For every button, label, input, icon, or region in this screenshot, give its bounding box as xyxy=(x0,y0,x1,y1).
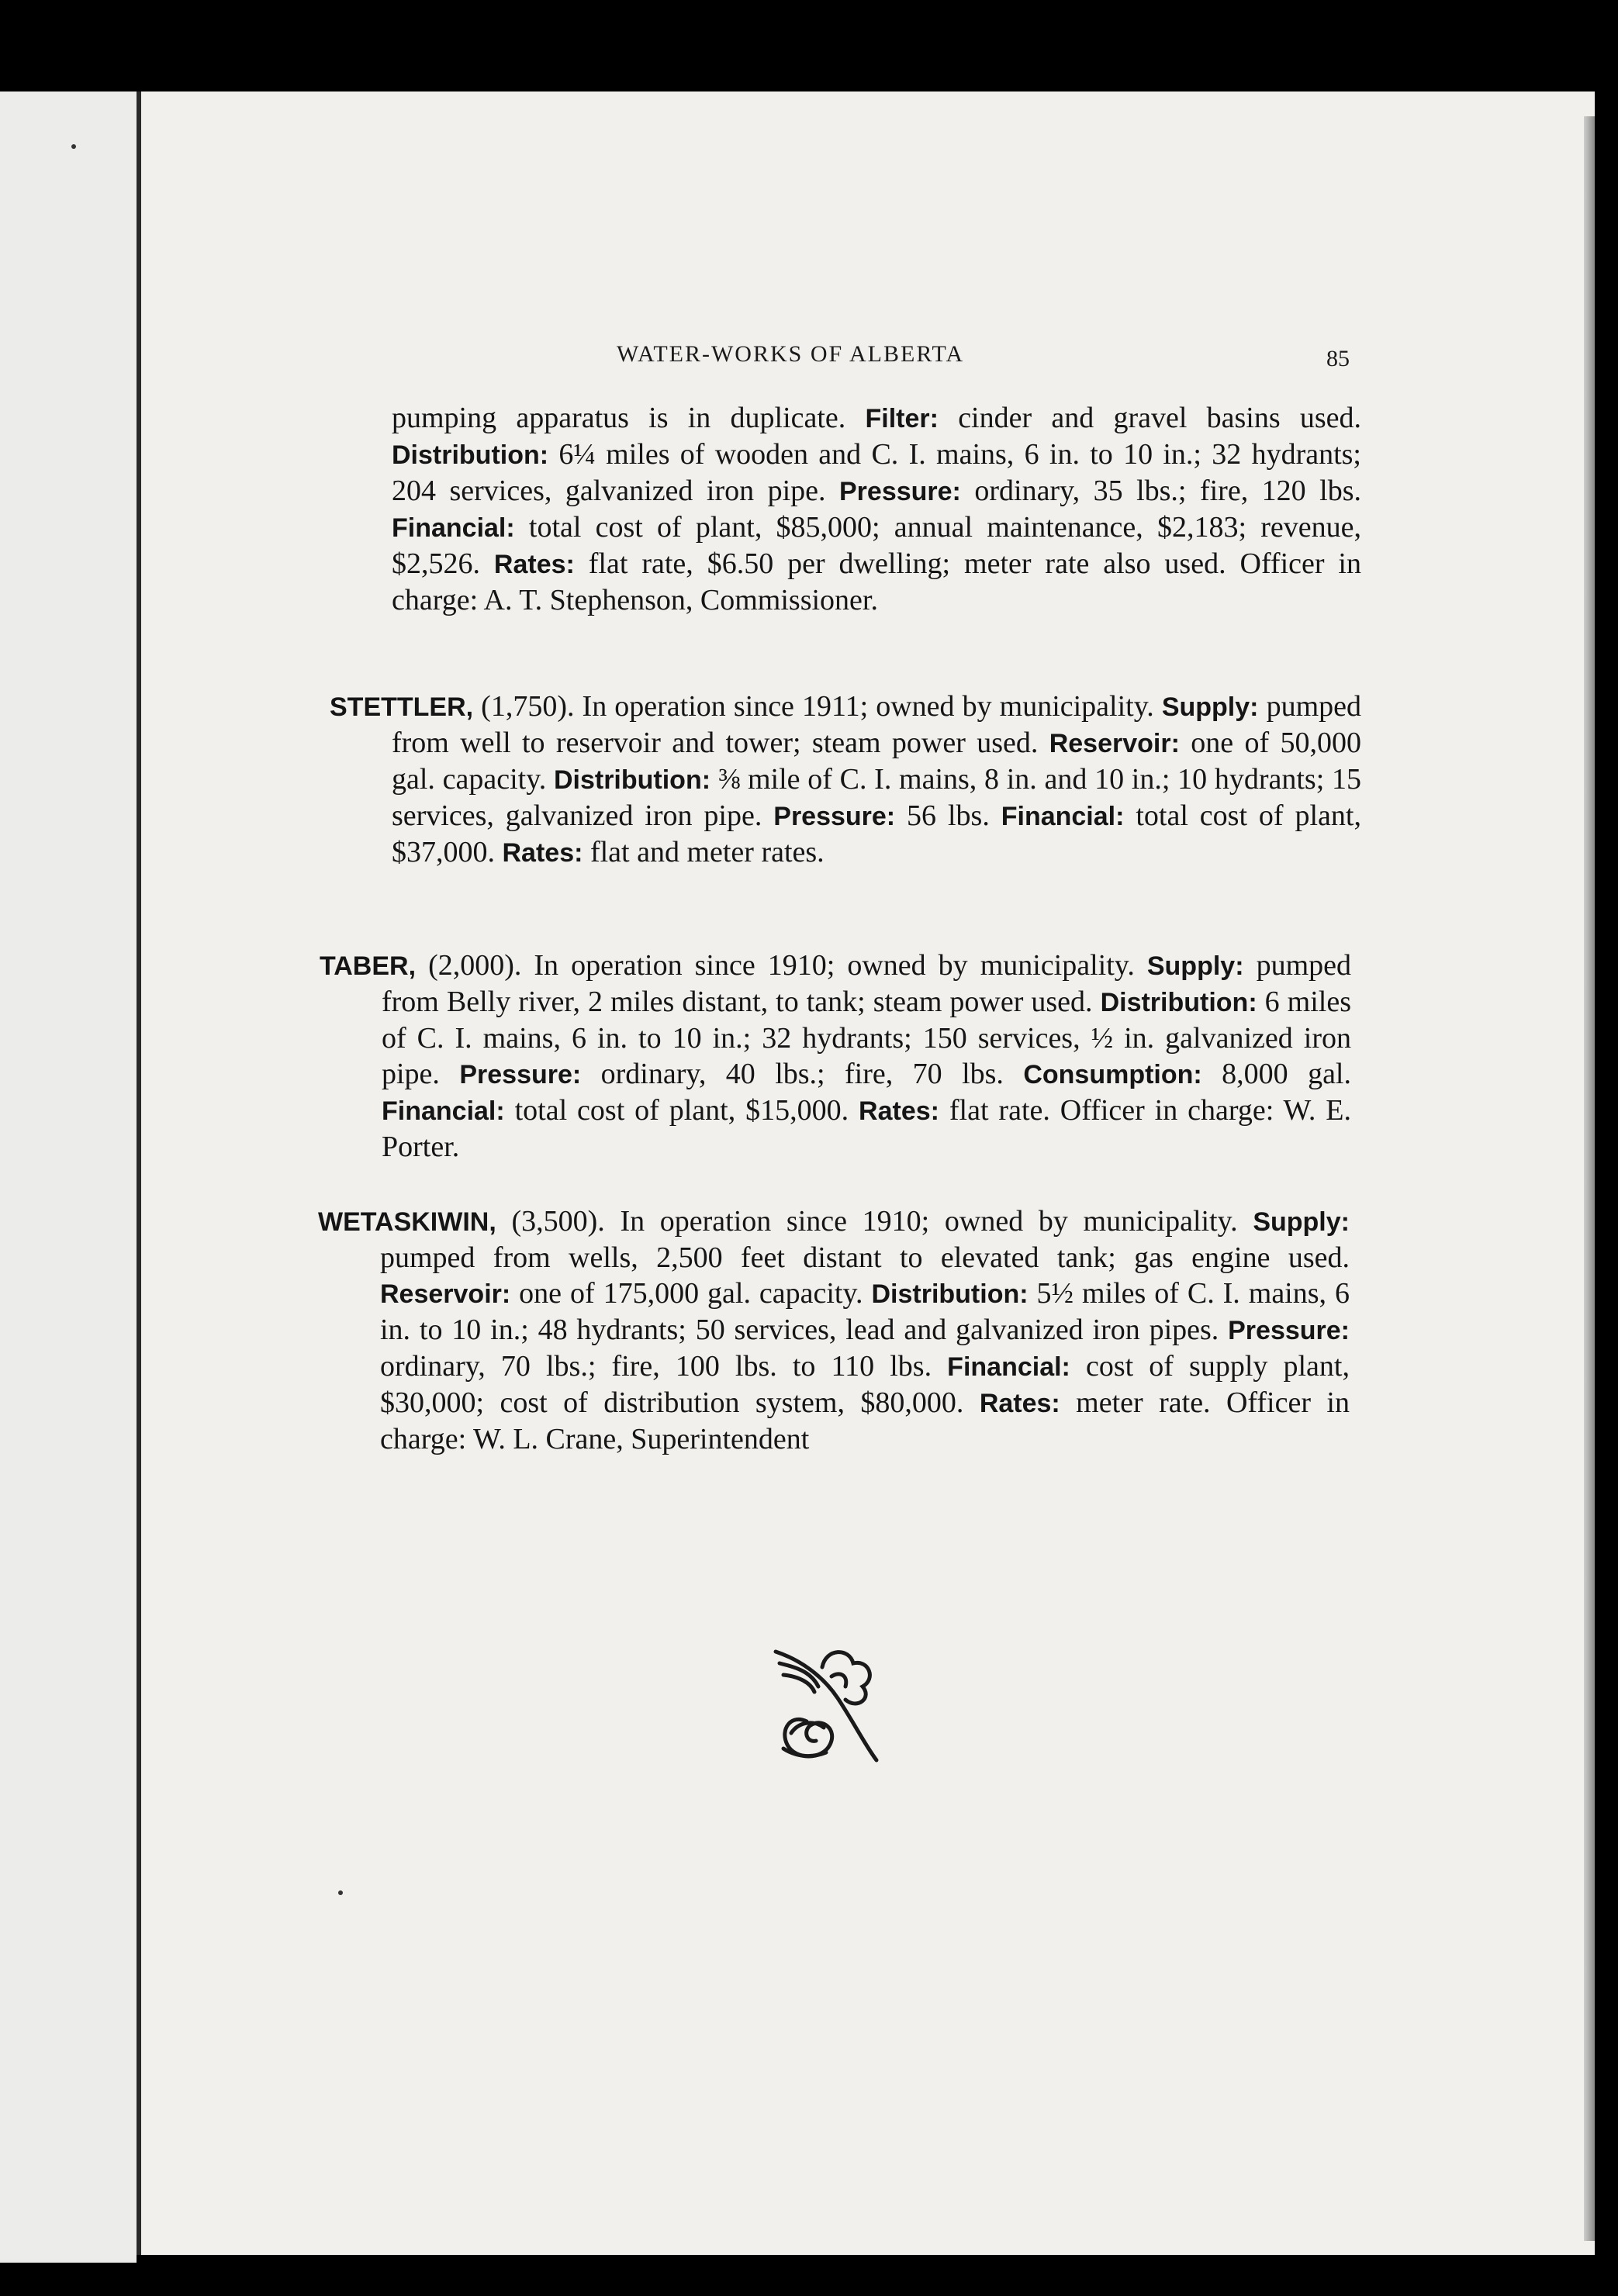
pressure-label: Pressure: xyxy=(839,477,961,506)
financial-label: Financial: xyxy=(382,1096,505,1126)
financial-label: Financial: xyxy=(392,513,515,543)
pressure-label: Pressure: xyxy=(1228,1316,1350,1345)
speck xyxy=(338,1890,343,1895)
distribution-label: Distribution: xyxy=(392,440,549,470)
town-name: WETASKIWIN, xyxy=(318,1207,496,1237)
distribution-label: Distribution: xyxy=(553,765,711,795)
financial-label: Financial: xyxy=(947,1352,1070,1382)
page-number: 85 xyxy=(1326,346,1350,371)
rates-label: Rates: xyxy=(493,550,575,579)
distribution-label: Distribution: xyxy=(1100,988,1257,1017)
supply-label: Supply: xyxy=(1161,692,1259,722)
consumption-label: Consumption: xyxy=(1023,1060,1202,1089)
entry-stettler: STETTLER, (1,750). In operation since 1911; owned by municipality. Supply: pumped from well to reservoir and tower; steam power used. Reservoir: one of 50,000 gal. capacity. Distribution: ⅜ mile of C. I. mains, 8 in. and 10 in.; 10 hydrants; 15 services, galvanized iron pipe. Pressure: 56 lbs. Financial: total cost of plant, $37,000. Rates: flat and meter rates. xyxy=(330,690,1361,868)
entry-wetaskiwin: WETASKIWIN, (3,500). In operation since 1910; owned by municipality. Supply: pumped from wells, 2,500 feet distant to elevated tank; gas engine used. Reservoir: one of 175,000 gal. capacity. Distribution: 5½ miles of C. I. mains, 6 in. to 10 in.; 48 hydrants; 50 services, lead and galvanized iron pipes. Pressure: ordinary, 70 lbs.; fire, 100 lbs. to 110 lbs. Financial: cost of supply plant, $30,000; cost of distribution system, $80,000. Rates: meter rate. Officer in charge: W. L. Crane, Superintendent xyxy=(318,1205,1350,1455)
reservoir-label: Reservoir: xyxy=(380,1279,511,1309)
speck xyxy=(71,144,76,149)
rates-label: Rates: xyxy=(502,838,583,868)
rates-label: Rates: xyxy=(859,1096,939,1126)
rates-label: Rates: xyxy=(979,1389,1060,1418)
pressure-label: Pressure: xyxy=(773,802,896,831)
running-title: WATER-WORKS OF ALBERTA xyxy=(617,341,965,367)
floral-ornament-icon xyxy=(768,1644,884,1768)
financial-label: Financial: xyxy=(1001,802,1125,831)
filter-label: Filter: xyxy=(865,404,939,433)
facing-page-margin xyxy=(0,91,137,2263)
page-edge-shadow xyxy=(1584,116,1595,2241)
pressure-label: Pressure: xyxy=(459,1060,582,1089)
supply-label: Supply: xyxy=(1253,1207,1350,1237)
distribution-label: Distribution: xyxy=(871,1279,1029,1309)
town-name: TABER, xyxy=(320,951,417,981)
town-name: STETTLER, xyxy=(330,692,474,722)
entry-taber: TABER, (2,000). In operation since 1910; owned by municipality. Supply: pumped from Belly river, 2 miles distant, to tank; steam power used. Distribution: 6 miles of C. I. mains, 6 in. to 10 in.; 32 hydrants; 150 services, ½ in. galvanized iron pipe. Pressure: ordinary, 40 lbs.; fire, 70 lbs. Consumption: 8,000 gal. Financial: total cost of plant, $15,000. Rates: flat rate. Officer in charge: W. E. Porter. xyxy=(320,949,1352,1163)
supply-label: Supply: xyxy=(1146,951,1244,981)
continuation-paragraph: pumping apparatus is in duplicate. Filter: cinder and gravel basins used. Distribution: 6¼ miles of wooden and C. I. mains, 6 in. to 10 in.; 32 hydrants; 204 services, galvanized iron pipe. Pressure: ordinary, 35 lbs.; fire, 120 lbs. Financial: total cost of plant, $85,000; annual maintenance, $2,183; revenue, $2,526. Rates: flat rate, $6.50 per dwelling; meter rate also used. Officer in charge: A. T. Stephenson, Commissioner. xyxy=(392,402,1361,616)
reservoir-label: Reservoir: xyxy=(1049,729,1180,758)
